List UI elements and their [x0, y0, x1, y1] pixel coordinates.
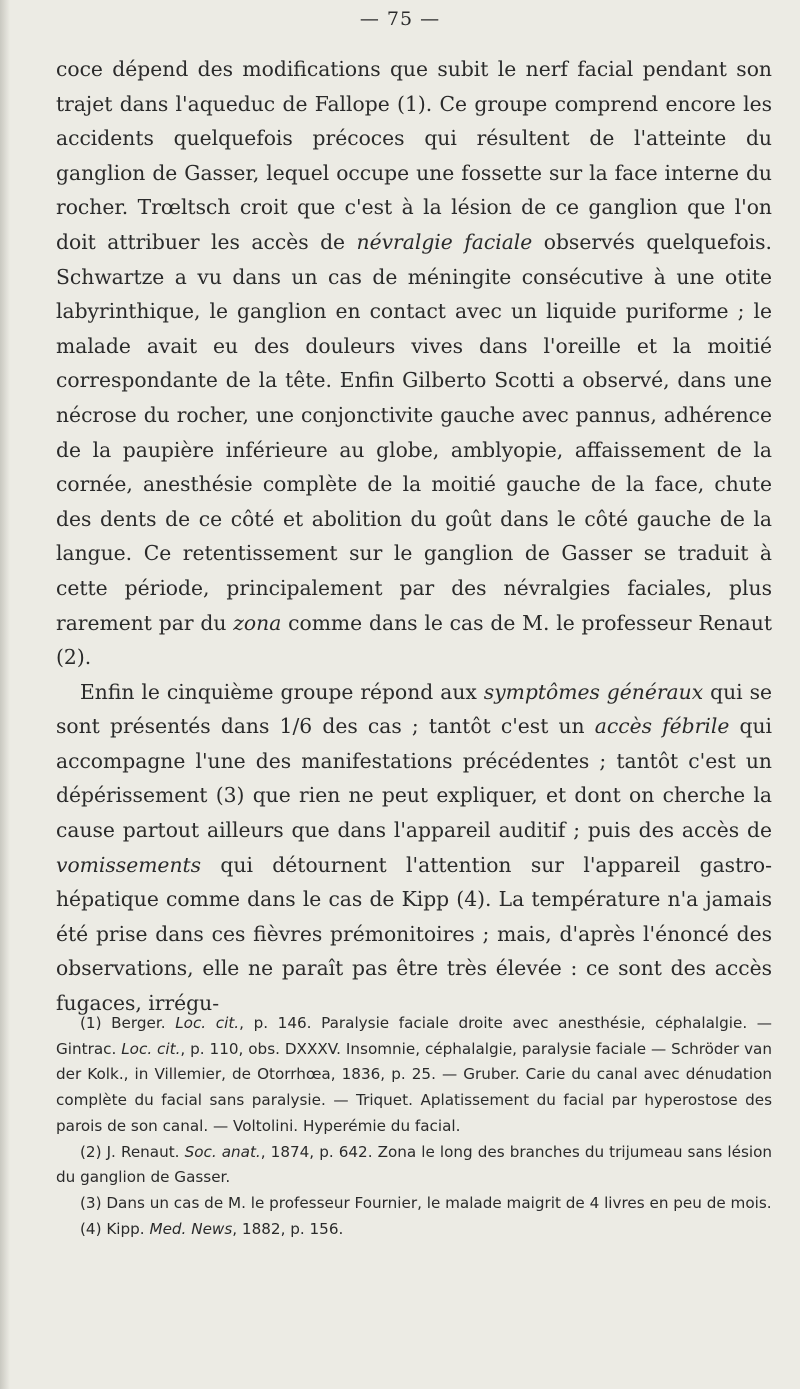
footnote [56, 1191, 772, 1217]
footnotes [56, 1011, 772, 1242]
italic-text-run: Soc. anat. [184, 1142, 261, 1161]
text-run: qui accompagne l'une des manifestations précédentes ; tantôt c'est un dépérissement (3) que rien ne peut expliquer, et dont on cherche la cause partout ailleurs que dans l'appareil auditif ; puis des accès de [56, 714, 773, 843]
footnote [56, 1217, 772, 1243]
page-binding-shadow [0, 0, 10, 1389]
text-run: (2) J. Renaut. [80, 1142, 185, 1161]
text-run: comme dans le cas de M. le professeur Renaut (2). [56, 610, 772, 670]
footnote [56, 1011, 772, 1140]
text-run: , 1882, p. 156. [232, 1219, 344, 1238]
text-run: qui se sont présentés dans 1/6 des cas ; tantôt c'est un [56, 679, 772, 739]
main-text [56, 52, 772, 1021]
italic-text-run: zona [233, 610, 282, 635]
text-run: observés quelquefois. Schwartze a vu dans un cas de méningite consécutive à une otite labyrinthique, le ganglion en contact avec un liquide puriforme ; le malade avait eu des douleurs vives dans l'oreille et la moitié correspondante de la tête. Enfin Gilberto Scotti a observé, dans une nécrose du rocher, une conjonctivite gauche avec pannus, adhérence de la paupière inférieure au globe, amblyopie, affaissement de la cornée, anesthésie complète de la moitié gauche de la face, chute des dents de ce côté et abolition du goût dans le côté gauche de la langue. Ce retentissement sur le ganglion de Gasser se traduit à cette période, principalement par des névralgies faciales, plus rarement par du [56, 229, 772, 635]
page-number: — 75 — [359, 8, 441, 30]
text-run: coce dépend des modifications que subit le nerf facial pendant son trajet dans l'aqueduc de Fallope (1). Ce groupe comprend encore les accidents quelquefois précoces qui résultent de l'atteinte du ganglion de Gasser, lequel occupe une fossette sur la face interne du rocher. Trœltsch croit que c'est à la lésion de ce ganglion que l'on doit attribuer les accès de [56, 57, 772, 254]
text-run: (4) Kipp. [80, 1219, 150, 1238]
text-run: (1) Berger. [80, 1014, 176, 1032]
italic-text-run: Med. News [149, 1219, 233, 1238]
italic-text-run: Loc. cit. [175, 1014, 240, 1032]
footnote [56, 1140, 772, 1191]
italic-text-run: vomissements [56, 852, 202, 877]
paragraph [56, 675, 772, 1021]
text-run: Enfin le cinquième groupe répond aux [80, 679, 484, 704]
text-run: , p. 146. Paralysie faciale droite avec anesthésie, céphalalgie. — Gintrac. [56, 1014, 772, 1058]
text-run: qui détournent l'attention sur l'appareil gastro-hépatique comme dans le cas de Kipp (4). La température n'a jamais été prise dans ces fièvres prémonitoires ; mais, d'après l'énoncé des observations, elle ne paraît pas être très élevée : ce sont des accès fugaces, irrégu- [56, 852, 772, 1016]
italic-text-run: accès fébrile [594, 714, 730, 739]
paragraph [56, 52, 772, 675]
text-run: , p. 110, obs. DXXXV. Insomnie, céphalalgie, paralysie faciale — Schröder van der Kolk., in Villemier, de Otorrhœa, 1836, p. 25. — Gruber. Carie du canal avec dénudation complète du facial sans paralysie. — Triquet. Aplatissement du facial par hyperostose des parois de son canal. — Voltolini. Hyperémie du facial. [56, 1039, 772, 1135]
text-run: , 1874, p. 642. Zona le long des branches du trijumeau sans lésion du ganglion de Gasser. [56, 1142, 772, 1187]
italic-text-run: symptômes généraux [483, 679, 704, 704]
italic-text-run: Loc. cit. [121, 1039, 181, 1058]
italic-text-run: névralgie faciale [356, 229, 533, 254]
text-run: (3) Dans un cas de M. le professeur Fournier, le malade maigrit de 4 livres en peu de mois. [80, 1193, 772, 1212]
